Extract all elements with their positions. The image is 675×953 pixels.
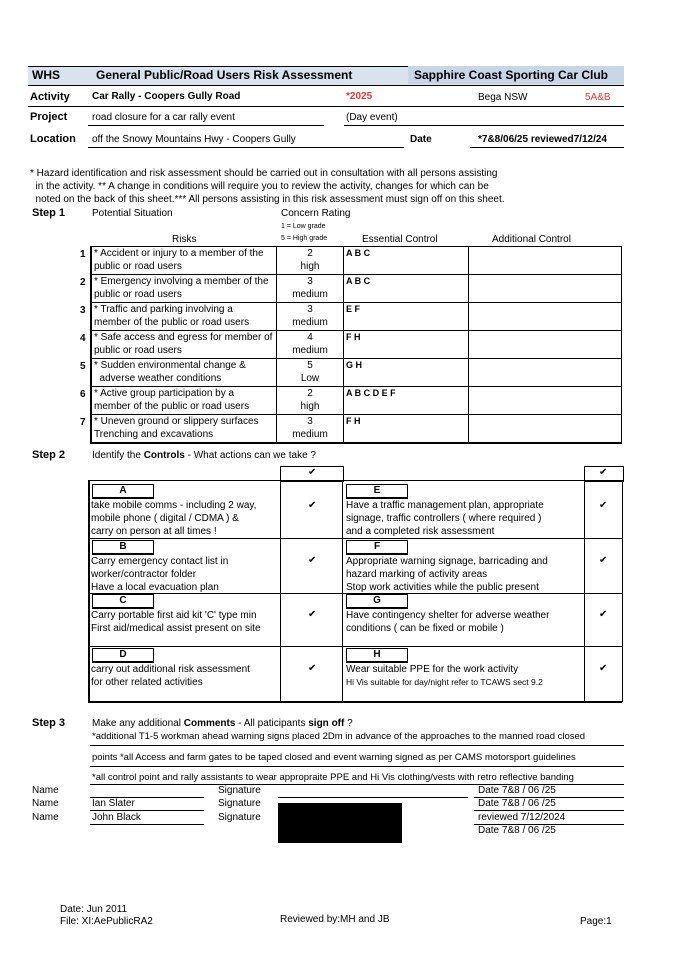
risk-text: Trenching and excavations [94, 429, 214, 440]
essential-control-cell: A B C [344, 275, 469, 303]
control-letter: H [346, 648, 408, 663]
risk-text: public or road users [94, 345, 182, 356]
date-underline [474, 797, 624, 798]
grid-line [342, 480, 343, 702]
table-row [91, 415, 622, 444]
page-title: General Public/Road Users Risk Assessment [96, 68, 353, 82]
divider [470, 147, 624, 148]
control-line: mobile phone ( digital / CDMA ) & [91, 513, 239, 524]
essential-control-cell: A B C [344, 247, 469, 275]
signer-name: Ian Slater [92, 798, 135, 809]
name-label: Name [32, 785, 59, 796]
grid-line [88, 701, 622, 703]
whs-label: WHS [32, 68, 60, 82]
essential-control-cell: A B C D E F [344, 387, 469, 415]
risk-number: 6 [80, 389, 86, 400]
check-icon: ✔ [308, 467, 317, 478]
location-label: Location [30, 133, 76, 145]
project-value: road closure for a car rally event [92, 112, 235, 123]
risk-text: * Sudden environmental change & [94, 360, 246, 371]
control-text [91, 499, 256, 538]
grid-line [88, 538, 622, 539]
risk-cell [91, 359, 277, 387]
essential-control-cell: E F [344, 303, 469, 331]
control-line: Hi Vis suitable for day/night refer to TCAWS sect 9.2 [346, 677, 543, 687]
control-text [346, 499, 544, 538]
rating-cell [277, 331, 344, 359]
sign-date: reviewed 7/12/2024 [478, 812, 566, 823]
check-icon: ✔ [599, 467, 608, 478]
rating-value: 3 [307, 416, 313, 427]
rating-cell [277, 387, 344, 415]
project-label: Project [30, 111, 68, 123]
risk-text: * Accident or injury to a member of the [94, 248, 264, 259]
control-letter: D [92, 648, 154, 663]
risk-cell [91, 331, 277, 359]
concern-rating: Concern Rating [281, 208, 351, 219]
step2-label: Step 2 [32, 449, 66, 461]
control-letter: F [346, 540, 408, 555]
redacted-signature [278, 803, 402, 843]
date-underline [474, 810, 624, 811]
control-text [91, 663, 250, 689]
prompt-bold: sign off [308, 718, 345, 729]
table-row [91, 331, 622, 359]
prompt-bold: Controls [143, 450, 185, 461]
potential-situation: Potential Situation [92, 208, 173, 219]
divider [344, 125, 624, 126]
divider [28, 106, 624, 107]
risk-text: member of the public or road users [94, 317, 250, 328]
comment-line: *additional T1-5 workman ahead warning signs placed 2Dm in advance of the approaches to the manned road closed [92, 731, 586, 742]
divider [88, 147, 404, 148]
date-label: Date [410, 134, 432, 145]
step2-prompt [92, 450, 316, 461]
check-icon: ✔ [308, 609, 317, 620]
risk-number: 7 [80, 417, 86, 428]
control-line: Have a local evacuation plan [91, 582, 219, 593]
risk-number: 4 [80, 333, 86, 344]
check-icon: ✔ [599, 663, 608, 674]
control-letter: G [346, 594, 408, 609]
rating-cell [277, 303, 344, 331]
comment-underline [90, 745, 624, 746]
risk-text: adverse weather conditions [94, 373, 222, 384]
risk-cell [91, 303, 277, 331]
additional-control-cell [469, 387, 622, 415]
risk-text: * Uneven ground or slippery surfaces [94, 416, 259, 427]
rating-value: 2 [307, 248, 313, 259]
risk-text: * Safe access and egress for member of [94, 332, 273, 343]
risk-cell [91, 275, 277, 303]
rating-grade: high [300, 261, 320, 272]
grid-line [280, 480, 281, 702]
control-text [91, 555, 228, 594]
signature-label: Signature [218, 812, 261, 823]
signature-line [278, 797, 468, 798]
col-additional-control: Additional Control [492, 234, 571, 245]
rating-cell [277, 415, 344, 444]
table-row [91, 303, 622, 331]
rating-value: 3 [307, 304, 313, 315]
check-icon: ✔ [308, 500, 317, 511]
control-letter: E [346, 484, 408, 499]
control-line: and a completed risk assessment [346, 526, 495, 537]
control-line: Appropriate warning signage, barricading and [346, 556, 548, 567]
essential-control-cell: G H [344, 359, 469, 387]
risk-text: * Active group participation by a [94, 388, 235, 399]
control-line: conditions ( can be fixed or mobile ) [346, 623, 504, 634]
risk-text: public or road users [94, 289, 182, 300]
comment-line: *all control point and rally assistants to wear appropraite PPE and Hi Vis clothing/vests with retro reflective banding [92, 772, 574, 783]
footer-date: Date: Jun 2011 [60, 904, 128, 915]
note-line: noted on the back of this sheet.*** All persons assisting in this risk assessment must sign off on this sheet. [30, 194, 505, 205]
grid-line [88, 480, 90, 702]
high-grade-note: 5 = High grade [281, 235, 328, 242]
risk-cell [91, 387, 277, 415]
additional-control-cell [469, 247, 622, 275]
rating-value: 5 [307, 360, 313, 371]
rating-grade: medium [292, 317, 328, 328]
control-line: Carry portable first aid kit 'C' type min [91, 610, 257, 621]
step1-label: Step 1 [32, 207, 66, 219]
activity-place: Bega NSW [478, 92, 528, 103]
additional-control-cell [469, 303, 622, 331]
activity-code: 5A&B [585, 92, 611, 103]
risk-text: * Traffic and parking involving a [94, 304, 233, 315]
activity-value: Car Rally - Coopers Gully Road [92, 91, 241, 102]
grid-line [584, 480, 585, 702]
risk-cell [91, 415, 277, 444]
essential-control-cell: F H [344, 331, 469, 359]
prompt-text: ? [344, 718, 353, 729]
name-label: Name [32, 812, 59, 823]
additional-control-cell [469, 415, 622, 444]
table-row [91, 387, 622, 415]
location-value: off the Snowy Mountains Hwy - Coopers Gully [92, 134, 296, 145]
date-underline [474, 824, 624, 825]
control-letter: B [92, 540, 154, 555]
control-line: Stop work activities while the public present [346, 582, 539, 593]
check-icon: ✔ [599, 500, 608, 511]
grid-line [88, 480, 622, 481]
comment-underline [90, 766, 624, 767]
rating-value: 3 [307, 276, 313, 287]
control-line: signage, traffic controllers ( where required ) [346, 513, 542, 524]
low-grade-note: 1 = Low grade [281, 223, 326, 230]
date-value: *7&8/06/25 reviewed7/12/24 [478, 134, 607, 145]
additional-control-cell [469, 331, 622, 359]
footer-reviewed: Reviewed by:MH and JB [280, 914, 390, 925]
rating-grade: Low [300, 373, 320, 384]
essential-control-cell: F H [344, 415, 469, 444]
name-underline [90, 810, 204, 811]
risk-text: public or road users [94, 261, 182, 272]
prompt-bold: Comments [183, 718, 236, 729]
control-text [346, 609, 549, 635]
control-line: Have contingency shelter for adverse weather [346, 610, 550, 621]
control-letter: C [92, 594, 154, 609]
control-line: for other related activities [91, 677, 203, 688]
check-icon: ✔ [308, 663, 317, 674]
prompt-text: - What actions can we take ? [184, 450, 316, 461]
step3-prompt [92, 718, 353, 729]
rating-grade: medium [292, 289, 328, 300]
risk-text: member of the public or road users [94, 401, 250, 412]
activity-label: Activity [30, 91, 70, 103]
name-underline [90, 824, 204, 825]
col-essential-control: Essential Control [362, 234, 438, 245]
risk-number: 3 [80, 305, 86, 316]
signer-name: John Black [92, 812, 141, 823]
risk-number: 2 [80, 277, 86, 288]
risk-table [90, 246, 622, 444]
rating-grade: high [300, 401, 320, 412]
grid-line [622, 480, 623, 702]
control-text [346, 663, 543, 689]
additional-control-cell [469, 275, 622, 303]
rating-cell [277, 275, 344, 303]
control-line: hazard marking of activity areas [346, 569, 488, 580]
col-risks: Risks [172, 234, 197, 245]
control-line: Have a traffic management plan, appropriate [346, 500, 544, 511]
rating-grade: medium [292, 429, 328, 440]
control-text [91, 609, 261, 635]
footer-page: Page:1 [580, 916, 612, 927]
signature-label: Signature [218, 785, 261, 796]
sign-date: Date 7&8 / 06 /25 [478, 798, 556, 809]
control-text [346, 555, 548, 594]
table-row [91, 359, 622, 387]
rating-cell [277, 359, 344, 387]
name-underline [90, 797, 204, 798]
prompt-text: Identify the [92, 450, 144, 461]
control-line: worker/contractor folder [91, 569, 197, 580]
signature-label: Signature [218, 798, 261, 809]
additional-control-cell [469, 359, 622, 387]
name-label: Name [32, 798, 59, 809]
table-row [91, 247, 622, 275]
grid-line [88, 646, 622, 647]
risk-number: 1 [80, 249, 86, 260]
footer-file: File: XI:AePublicRA2 [60, 916, 153, 927]
control-letter: A [92, 484, 154, 499]
day-event: (Day event) [346, 112, 398, 123]
control-line: carry out additional risk assessment [91, 664, 250, 675]
control-line: carry on person at all times ! [91, 526, 217, 537]
prompt-text: - All paticipants [235, 718, 309, 729]
hazard-notes [30, 154, 505, 206]
check-icon: ✔ [599, 609, 608, 620]
check-icon: ✔ [308, 555, 317, 566]
prompt-text: Make any additional [92, 718, 184, 729]
divider [88, 125, 324, 126]
sign-date: Date 7&8 / 06 /25 [478, 825, 556, 836]
control-line: Carry emergency contact list in [91, 556, 229, 567]
table-row [91, 275, 622, 303]
note-line: in the activity. ** A change in conditions will require you to review the activity, changes for which can be [30, 181, 489, 192]
control-line: First aid/medical assist present on site [91, 623, 261, 634]
club-name: Sapphire Coast Sporting Car Club [414, 68, 609, 82]
rating-value: 2 [307, 388, 313, 399]
note-line: * Hazard identification and risk assessment should be carried out in consultation with all persons assisting [30, 168, 498, 179]
control-line: take mobile comms - including 2 way, [91, 500, 257, 511]
rating-value: 4 [307, 332, 313, 343]
sign-date: Date 7&8 / 06 /25 [478, 785, 556, 796]
control-line: Wear suitable PPE for the work activity [346, 664, 519, 675]
risk-number: 5 [80, 361, 86, 372]
risk-text: * Emergency involving a member of the [94, 276, 269, 287]
risk-cell [91, 247, 277, 275]
rating-grade: medium [292, 345, 328, 356]
activity-year: *2025 [346, 91, 373, 102]
rating-cell [277, 247, 344, 275]
check-icon: ✔ [599, 555, 608, 566]
comment-line: points *all Access and farm gates to be taped closed and event warning signed as per CAMS motorsport guidelines [92, 752, 576, 763]
step3-label: Step 3 [32, 717, 66, 729]
